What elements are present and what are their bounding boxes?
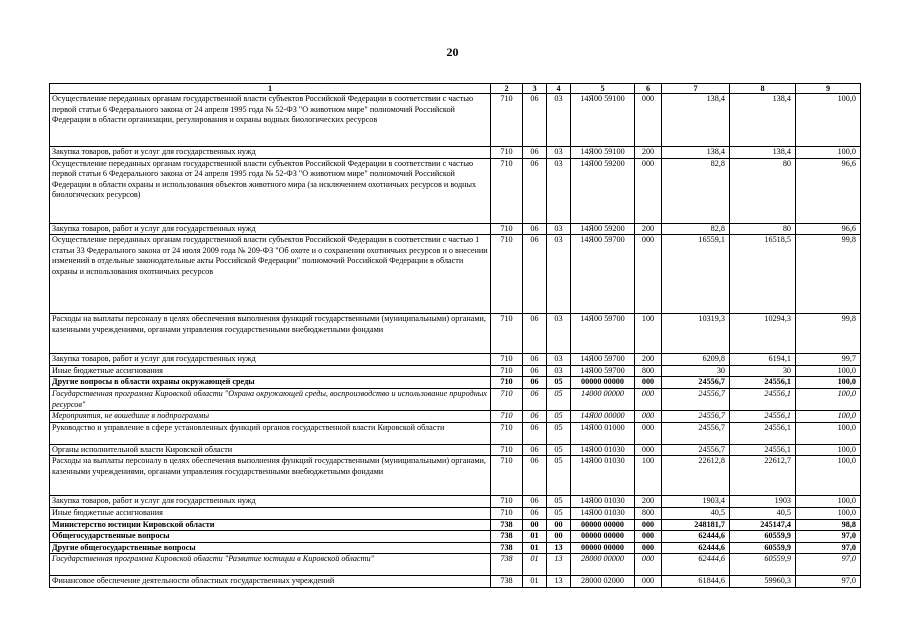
expense-description-cell: Другие общегосударственные вопросы xyxy=(50,542,491,554)
executed-amount-cell: 60559,9 xyxy=(730,542,796,554)
subsection-code-cell: 03 xyxy=(547,365,571,377)
planned-amount-cell: 82,8 xyxy=(662,158,730,223)
subsection-code-cell: 03 xyxy=(547,235,571,314)
header-cell: 4 xyxy=(547,84,571,94)
execution-percent-cell: 100,0 xyxy=(796,422,861,444)
execution-percent-cell: 97,0 xyxy=(796,531,861,543)
expense-type-cell: 000 xyxy=(635,377,662,389)
planned-amount-cell: 30 xyxy=(662,365,730,377)
execution-percent-cell: 97,0 xyxy=(796,576,861,588)
executed-amount-cell: 24556,1 xyxy=(730,422,796,444)
table-row xyxy=(50,388,861,410)
target-article-cell: 00000 00000 xyxy=(571,531,635,543)
expense-description-cell: Закупка товаров, работ и услуг для государственных нужд xyxy=(50,496,491,508)
subsection-code-cell: 05 xyxy=(547,507,571,519)
table-row xyxy=(50,365,861,377)
expense-description-cell: Государственная программа Кировской области "Развитие юстиции в Кировской области" xyxy=(50,554,491,576)
target-article-cell: 00000 00000 xyxy=(571,519,635,531)
target-article-cell: 00000 00000 xyxy=(571,377,635,389)
table-row xyxy=(50,576,861,588)
section-code-cell: 01 xyxy=(523,542,547,554)
subsection-code-cell: 00 xyxy=(547,531,571,543)
planned-amount-cell: 1903,4 xyxy=(662,496,730,508)
expense-description-cell: Закупка товаров, работ и услуг для государственных нужд xyxy=(50,147,491,159)
execution-percent-cell: 97,0 xyxy=(796,542,861,554)
expense-description-cell: Иные бюджетные ассигнования xyxy=(50,365,491,377)
section-code-cell: 01 xyxy=(523,531,547,543)
subsection-code-cell: 03 xyxy=(547,158,571,223)
subsection-code-cell: 03 xyxy=(547,314,571,354)
ministry-code-cell: 738 xyxy=(491,531,523,543)
ministry-code-cell: 710 xyxy=(491,365,523,377)
subsection-code-cell: 03 xyxy=(547,354,571,366)
table-row xyxy=(50,377,861,389)
section-code-cell: 06 xyxy=(523,314,547,354)
planned-amount-cell: 24556,7 xyxy=(662,444,730,456)
execution-percent-cell: 100,0 xyxy=(796,365,861,377)
expense-description-cell: Осуществление переданных органам государственной власти субъектов Российской Федерации в соответствии с частью 1 статьи 33 Федерального закона от 24 июля 2009 года № 209-ФЗ "Об охоте и о сохранении охотничьих ресурсов и о внесении изменений в отдельные законодательные акты Российской Федерации" полномочий Российской Федерации в области охраны и использования охотничьих ресурсов xyxy=(50,235,491,314)
planned-amount-cell: 62444,6 xyxy=(662,531,730,543)
execution-percent-cell: 100,0 xyxy=(796,94,861,147)
expense-type-cell: 000 xyxy=(635,411,662,423)
header-cell: 1 xyxy=(50,84,491,94)
expense-type-cell: 200 xyxy=(635,223,662,235)
section-code-cell: 06 xyxy=(523,147,547,159)
execution-percent-cell: 99,7 xyxy=(796,354,861,366)
executed-amount-cell: 60559,9 xyxy=(730,531,796,543)
executed-amount-cell: 24556,1 xyxy=(730,388,796,410)
expense-type-cell: 000 xyxy=(635,554,662,576)
section-code-cell: 06 xyxy=(523,422,547,444)
section-code-cell: 00 xyxy=(523,519,547,531)
section-code-cell: 06 xyxy=(523,94,547,147)
execution-percent-cell: 98,8 xyxy=(796,519,861,531)
planned-amount-cell: 24556,7 xyxy=(662,422,730,444)
expense-description-cell: Руководство и управление в сфере установленных функций органов государственной власти Кировской области xyxy=(50,422,491,444)
subsection-code-cell: 05 xyxy=(547,496,571,508)
target-article-cell: 14Я00 59700 xyxy=(571,235,635,314)
subsection-code-cell: 03 xyxy=(547,147,571,159)
executed-amount-cell: 24556,1 xyxy=(730,377,796,389)
execution-percent-cell: 100,0 xyxy=(796,507,861,519)
subsection-code-cell: 03 xyxy=(547,223,571,235)
expense-description-cell: Мероприятия, не вошедшие в подпрограммы xyxy=(50,411,491,423)
target-article-cell: 14Я00 59100 xyxy=(571,94,635,147)
ministry-code-cell: 710 xyxy=(491,147,523,159)
execution-percent-cell: 97,0 xyxy=(796,554,861,576)
target-article-cell: 14Я00 01030 xyxy=(571,507,635,519)
target-article-cell: 14Я00 59700 xyxy=(571,354,635,366)
planned-amount-cell: 138,4 xyxy=(662,94,730,147)
ministry-code-cell: 710 xyxy=(491,377,523,389)
expense-description-cell: Иные бюджетные ассигнования xyxy=(50,507,491,519)
header-cell: 8 xyxy=(730,84,796,94)
expense-description-cell: Осуществление переданных органам государственной власти субъектов Российской Федерации в соответствии с частью первой статьи 6 Федерального закона от 24 апреля 1995 года № 52-ФЗ "О животном мире" полномочий Российской Федерации в области охраны и использования объектов животного мира (за исключением охотничьих ресурсов и водных биологических ресурсов) xyxy=(50,158,491,223)
table-row xyxy=(50,235,861,314)
table-row xyxy=(50,147,861,159)
planned-amount-cell: 248181,7 xyxy=(662,519,730,531)
section-code-cell: 06 xyxy=(523,365,547,377)
section-code-cell: 06 xyxy=(523,507,547,519)
table-row xyxy=(50,411,861,423)
table-row xyxy=(50,314,861,354)
executed-amount-cell: 60559,9 xyxy=(730,554,796,576)
target-article-cell: 14Я00 01000 xyxy=(571,422,635,444)
expense-description-cell: Расходы на выплаты персоналу в целях обеспечения выполнения функций государственными (муниципальными) органами, казенными учреждениями, органами управления государственными внебюджетными фондами xyxy=(50,456,491,496)
table-row xyxy=(50,519,861,531)
ministry-code-cell: 710 xyxy=(491,496,523,508)
executed-amount-cell: 16518,5 xyxy=(730,235,796,314)
ministry-code-cell: 710 xyxy=(491,444,523,456)
planned-amount-cell: 40,5 xyxy=(662,507,730,519)
section-code-cell: 06 xyxy=(523,411,547,423)
planned-amount-cell: 6209,8 xyxy=(662,354,730,366)
subsection-code-cell: 05 xyxy=(547,411,571,423)
target-article-cell: 14Я00 01030 xyxy=(571,444,635,456)
execution-percent-cell: 100,0 xyxy=(796,444,861,456)
table-row xyxy=(50,354,861,366)
page-number: 20 xyxy=(446,45,459,59)
ministry-code-cell: 710 xyxy=(491,354,523,366)
ministry-code-cell: 738 xyxy=(491,519,523,531)
expense-type-cell: 000 xyxy=(635,531,662,543)
execution-percent-cell: 100,0 xyxy=(796,388,861,410)
executed-amount-cell: 24556,1 xyxy=(730,444,796,456)
execution-percent-cell: 100,0 xyxy=(796,147,861,159)
section-code-cell: 06 xyxy=(523,354,547,366)
execution-percent-cell: 99,8 xyxy=(796,235,861,314)
planned-amount-cell: 24556,7 xyxy=(662,377,730,389)
ministry-code-cell: 738 xyxy=(491,542,523,554)
executed-amount-cell: 1903 xyxy=(730,496,796,508)
subsection-code-cell: 13 xyxy=(547,576,571,588)
expense-type-cell: 200 xyxy=(635,147,662,159)
subsection-code-cell: 13 xyxy=(547,542,571,554)
executed-amount-cell: 10294,3 xyxy=(730,314,796,354)
table-row xyxy=(50,444,861,456)
executed-amount-cell: 245147,4 xyxy=(730,519,796,531)
expense-type-cell: 000 xyxy=(635,94,662,147)
expense-type-cell: 200 xyxy=(635,354,662,366)
subsection-code-cell: 05 xyxy=(547,388,571,410)
executed-amount-cell: 22612,7 xyxy=(730,456,796,496)
expense-description-cell: Расходы на выплаты персоналу в целях обеспечения выполнения функций государственными (муниципальными) органами, казенными учреждениями, органами управления государственными внебюджетными фондами xyxy=(50,314,491,354)
section-code-cell: 06 xyxy=(523,444,547,456)
ministry-code-cell: 710 xyxy=(491,411,523,423)
ministry-code-cell: 710 xyxy=(491,507,523,519)
section-code-cell: 06 xyxy=(523,388,547,410)
executed-amount-cell: 6194,1 xyxy=(730,354,796,366)
planned-amount-cell: 62444,6 xyxy=(662,554,730,576)
header-cell: 5 xyxy=(571,84,635,94)
planned-amount-cell: 138,4 xyxy=(662,147,730,159)
planned-amount-cell: 82,8 xyxy=(662,223,730,235)
planned-amount-cell: 61844,6 xyxy=(662,576,730,588)
table-row xyxy=(50,158,861,223)
table-row xyxy=(50,531,861,543)
ministry-code-cell: 710 xyxy=(491,94,523,147)
expense-type-cell: 000 xyxy=(635,542,662,554)
expense-type-cell: 200 xyxy=(635,496,662,508)
ministry-code-cell: 710 xyxy=(491,223,523,235)
section-code-cell: 01 xyxy=(523,554,547,576)
executed-amount-cell: 138,4 xyxy=(730,94,796,147)
subsection-code-cell: 05 xyxy=(547,456,571,496)
section-code-cell: 06 xyxy=(523,496,547,508)
execution-percent-cell: 99,8 xyxy=(796,314,861,354)
execution-percent-cell: 100,0 xyxy=(796,456,861,496)
expense-description-cell: Закупка товаров, работ и услуг для государственных нужд xyxy=(50,354,491,366)
execution-percent-cell: 96,6 xyxy=(796,158,861,223)
ministry-code-cell: 710 xyxy=(491,235,523,314)
target-article-cell: 14Я00 59200 xyxy=(571,158,635,223)
ministry-code-cell: 710 xyxy=(491,422,523,444)
section-code-cell: 01 xyxy=(523,576,547,588)
subsection-code-cell: 05 xyxy=(547,444,571,456)
expense-type-cell: 800 xyxy=(635,365,662,377)
budget-table xyxy=(49,83,861,588)
expense-type-cell: 000 xyxy=(635,444,662,456)
target-article-cell: 28000 02000 xyxy=(571,576,635,588)
target-article-cell: 14Я00 59700 xyxy=(571,314,635,354)
expense-description-cell: Закупка товаров, работ и услуг для государственных нужд xyxy=(50,223,491,235)
expense-type-cell: 000 xyxy=(635,519,662,531)
target-article-cell: 14Я00 59200 xyxy=(571,223,635,235)
section-code-cell: 06 xyxy=(523,377,547,389)
expense-type-cell: 000 xyxy=(635,158,662,223)
expense-type-cell: 800 xyxy=(635,507,662,519)
expense-description-cell: Государственная программа Кировской области "Охрана окружающей среды, воспроизводство и использование природных ресурсов" xyxy=(50,388,491,410)
execution-percent-cell: 100,0 xyxy=(796,411,861,423)
ministry-code-cell: 738 xyxy=(491,576,523,588)
planned-amount-cell: 24556,7 xyxy=(662,411,730,423)
table-row xyxy=(50,94,861,147)
expense-type-cell: 000 xyxy=(635,235,662,314)
executed-amount-cell: 59960,3 xyxy=(730,576,796,588)
table-row xyxy=(50,554,861,576)
table-row xyxy=(50,542,861,554)
execution-percent-cell: 96,6 xyxy=(796,223,861,235)
executed-amount-cell: 80 xyxy=(730,158,796,223)
target-article-cell: 14Я00 01030 xyxy=(571,456,635,496)
section-code-cell: 06 xyxy=(523,235,547,314)
table-row xyxy=(50,422,861,444)
table-row xyxy=(50,507,861,519)
subsection-code-cell: 00 xyxy=(547,519,571,531)
expense-type-cell: 000 xyxy=(635,388,662,410)
table-header-row xyxy=(50,84,861,94)
target-article-cell: 14Я00 59100 xyxy=(571,147,635,159)
ministry-code-cell: 710 xyxy=(491,388,523,410)
expense-type-cell: 100 xyxy=(635,314,662,354)
ministry-code-cell: 710 xyxy=(491,314,523,354)
ministry-code-cell: 710 xyxy=(491,158,523,223)
executed-amount-cell: 138,4 xyxy=(730,147,796,159)
subsection-code-cell: 13 xyxy=(547,554,571,576)
target-article-cell: 14Я00 01030 xyxy=(571,496,635,508)
expense-type-cell: 000 xyxy=(635,422,662,444)
header-cell: 7 xyxy=(662,84,730,94)
executed-amount-cell: 24556,1 xyxy=(730,411,796,423)
section-code-cell: 06 xyxy=(523,158,547,223)
planned-amount-cell: 62444,6 xyxy=(662,542,730,554)
expense-type-cell: 100 xyxy=(635,456,662,496)
target-article-cell: 28000 00000 xyxy=(571,554,635,576)
table-row xyxy=(50,456,861,496)
table-body xyxy=(50,84,861,588)
planned-amount-cell: 16559,1 xyxy=(662,235,730,314)
table-row xyxy=(50,496,861,508)
table-row xyxy=(50,223,861,235)
planned-amount-cell: 24556,7 xyxy=(662,388,730,410)
expense-type-cell: 000 xyxy=(635,576,662,588)
execution-percent-cell: 100,0 xyxy=(796,377,861,389)
expense-description-cell: Общегосударственные вопросы xyxy=(50,531,491,543)
planned-amount-cell: 22612,8 xyxy=(662,456,730,496)
target-article-cell: 14000 00000 xyxy=(571,388,635,410)
subsection-code-cell: 03 xyxy=(547,94,571,147)
target-article-cell: 00000 00000 xyxy=(571,542,635,554)
header-cell: 6 xyxy=(635,84,662,94)
target-article-cell: 14Я00 00000 xyxy=(571,411,635,423)
section-code-cell: 06 xyxy=(523,223,547,235)
expense-description-cell: Осуществление переданных органам государственной власти субъектов Российской Федерации в соответствии с частью первой статьи 6 Федерального закона от 24 апреля 1995 года № 52-ФЗ "О животном мире" полномочий Российской Федерации в области организации, регулирования и охраны водных биологических ресурсов xyxy=(50,94,491,147)
header-cell: 2 xyxy=(491,84,523,94)
executed-amount-cell: 30 xyxy=(730,365,796,377)
ministry-code-cell: 710 xyxy=(491,456,523,496)
expense-description-cell: Министерство юстиции Кировской области xyxy=(50,519,491,531)
header-cell: 9 xyxy=(796,84,861,94)
expense-description-cell: Другие вопросы в области охраны окружающей среды xyxy=(50,377,491,389)
ministry-code-cell: 738 xyxy=(491,554,523,576)
target-article-cell: 14Я00 59700 xyxy=(571,365,635,377)
expense-description-cell: Финансовое обеспечение деятельности областных государственных учреждений xyxy=(50,576,491,588)
execution-percent-cell: 100,0 xyxy=(796,496,861,508)
expense-description-cell: Органы исполнительной власти Кировской области xyxy=(50,444,491,456)
section-code-cell: 06 xyxy=(523,456,547,496)
planned-amount-cell: 10319,3 xyxy=(662,314,730,354)
subsection-code-cell: 05 xyxy=(547,377,571,389)
subsection-code-cell: 05 xyxy=(547,422,571,444)
executed-amount-cell: 40,5 xyxy=(730,507,796,519)
header-cell: 3 xyxy=(523,84,547,94)
executed-amount-cell: 80 xyxy=(730,223,796,235)
